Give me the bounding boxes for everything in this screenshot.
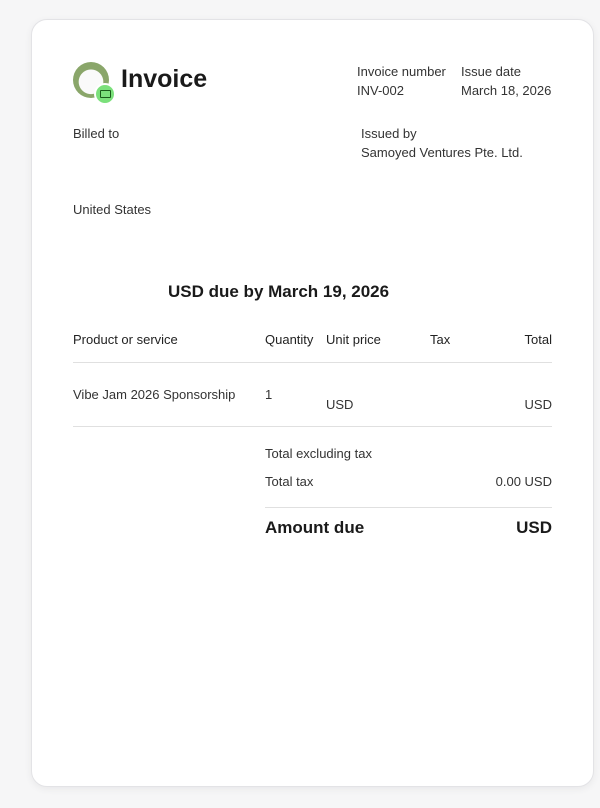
col-product: Product or service [73, 332, 178, 347]
col-quantity: Quantity [265, 332, 314, 347]
issue-date: March 18, 2026 [461, 83, 552, 98]
issued-by-name: Samoyed Ventures Pte. Ltd. [361, 145, 523, 160]
divider [265, 507, 552, 508]
billed-to-label: Billed to [73, 126, 120, 141]
invoice-card [31, 19, 594, 787]
divider [73, 362, 552, 363]
invoice-number: INV-002 [357, 83, 404, 98]
issue-date-label: Issue date [461, 64, 521, 79]
receipt-badge-icon [94, 83, 116, 105]
amount-due-heading: USD due by March 19, 2026 [168, 282, 390, 301]
amount-due-label: Amount due [265, 518, 365, 537]
row-quantity: 1 [265, 387, 273, 402]
col-unit-price: Unit price [326, 332, 381, 347]
issued-by-label: Issued by [361, 126, 417, 141]
total-tax-label: Total tax [265, 474, 314, 489]
invoice-number-label: Invoice number [357, 64, 446, 79]
col-tax: Tax [430, 332, 451, 347]
amount-due-value: USD [516, 518, 552, 537]
total-tax-value: 0.00 USD [495, 474, 552, 489]
divider [73, 426, 552, 427]
row-product: Vibe Jam 2026 Sponsorship [73, 387, 236, 402]
row-total: USD [524, 397, 552, 412]
row-unit-price: USD [326, 397, 354, 412]
col-total: Total [524, 332, 552, 347]
page-title: Invoice [121, 65, 208, 93]
subtotal-label: Total excluding tax [265, 446, 372, 461]
billed-to-country: United States [73, 202, 152, 217]
